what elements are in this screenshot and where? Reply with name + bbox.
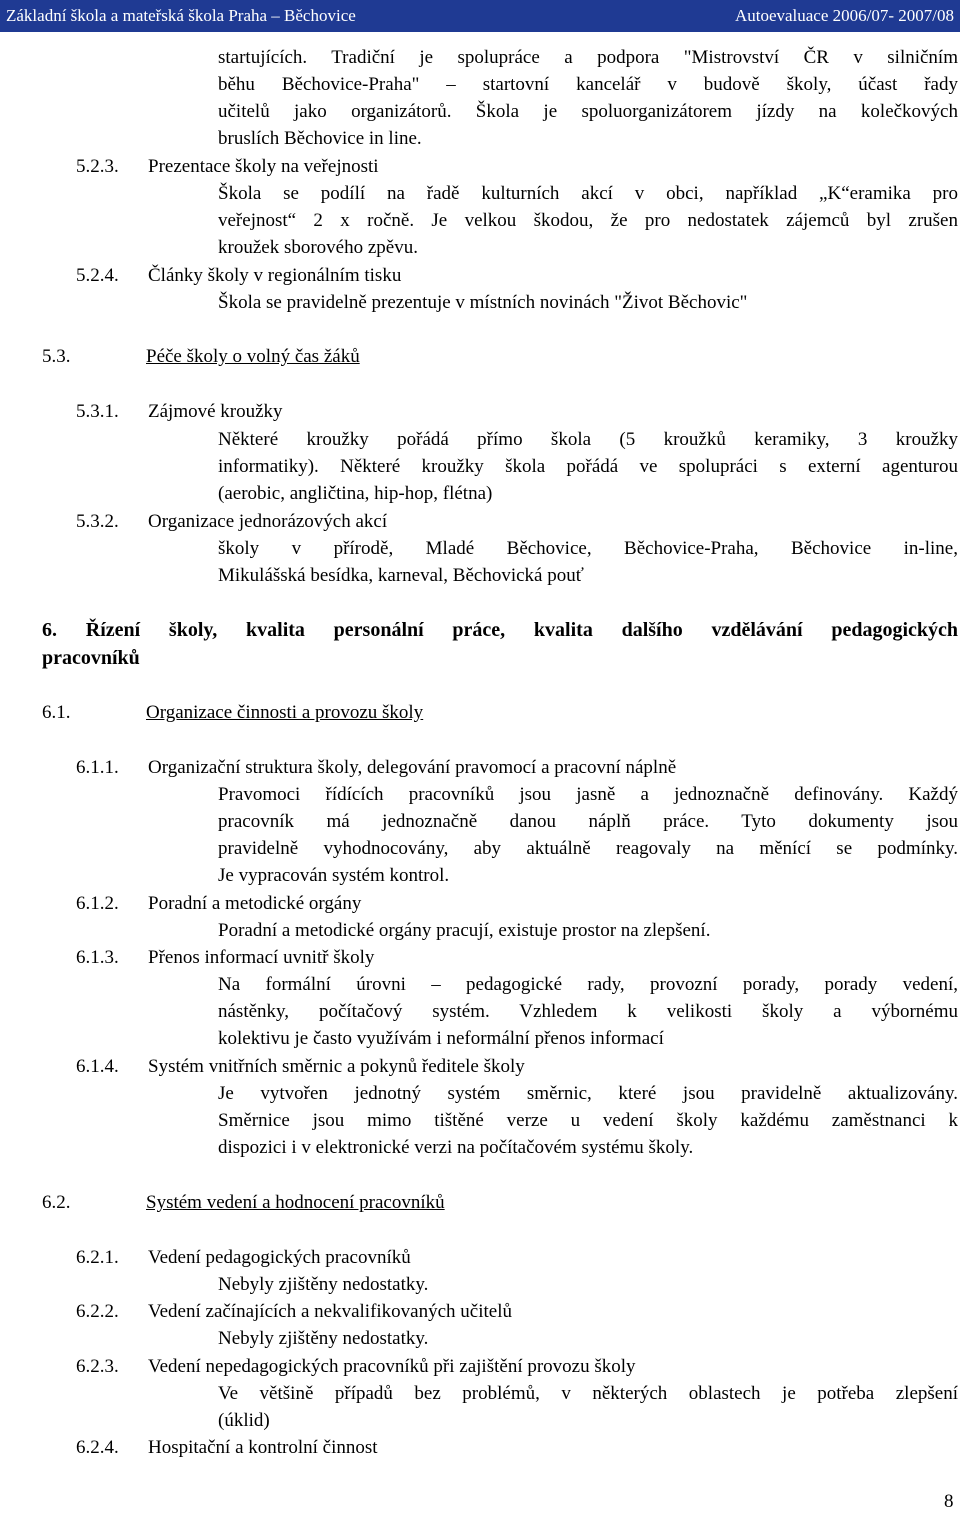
paragraph-line: běhu Běchovice-Praha" – startovní kancelář v budově školy, účast řady	[218, 74, 958, 95]
paragraph-line: Některé kroužky pořádá přímo škola (5 kroužků keramiky, 3 kroužky	[218, 429, 958, 450]
section-number: 6.1.2.	[76, 893, 119, 914]
section-number: 6.2.	[42, 1192, 71, 1213]
section-number: 5.3.2.	[76, 511, 119, 532]
page-number: 8	[944, 1491, 954, 1512]
section-heading: Péče školy o volný čas žáků	[146, 346, 360, 367]
section-title: Vedení pedagogických pracovníků	[148, 1247, 411, 1268]
section-title: Prezentace školy na veřejnosti	[148, 156, 379, 177]
paragraph-line: Mikulášská besídka, karneval, Běchovická pouť	[218, 565, 584, 586]
paragraph-line: Směrnice jsou mimo tištěné verze u vedení školy každému zaměstnanci k	[218, 1110, 958, 1131]
section-title: Vedení začínajících a nekvalifikovaných učitelů	[148, 1301, 513, 1322]
section-number: 5.3.1.	[76, 401, 119, 422]
section-title: Organizační struktura školy, delegování pravomocí a pracovní náplně	[148, 757, 677, 778]
paragraph-line: Nebyly zjištěny nedostatky.	[218, 1328, 429, 1349]
paragraph-line: Je vytvořen jednotný systém směrnic, které jsou pravidelně aktualizovány.	[218, 1083, 958, 1104]
section-number: 6.2.3.	[76, 1356, 119, 1377]
paragraph-line: Pravomoci řídících pracovníků jsou jasně a jednoznačně definovány. Každý	[218, 784, 958, 805]
section-title: Vedení nepedagogických pracovníků při zajištění provozu školy	[148, 1356, 636, 1377]
page-header	[0, 0, 960, 32]
paragraph-line: startujících. Tradiční je spolupráce a podpora "Mistrovství ČR v silničním	[218, 47, 958, 68]
section-title: Přenos informací uvnitř školy	[148, 947, 375, 968]
section-number: 6.1.4.	[76, 1056, 119, 1077]
section-number: 6.1.	[42, 702, 71, 723]
section-title: Poradní a metodické orgány	[148, 893, 362, 914]
paragraph-line: Poradní a metodické orgány pracují, existuje prostor na zlepšení.	[218, 920, 711, 941]
section-number: 6.2.4.	[76, 1437, 119, 1458]
header-school-name: Základní škola a mateřská škola Praha – Běchovice	[6, 6, 356, 25]
section-heading: Systém vedení a hodnocení pracovníků	[146, 1192, 445, 1213]
paragraph-line: Škola se podílí na řadě kulturních akcí v obci, například „K“eramika pro	[218, 183, 958, 204]
section-heading: Organizace činnosti a provozu školy	[146, 702, 424, 723]
paragraph-line: kolektivu je často využívám i neformální přenos informací	[218, 1028, 664, 1049]
paragraph-line: školy v přírodě, Mladé Běchovice, Běchovice-Praha, Běchovice in-line,	[218, 538, 958, 559]
header-document-title: Autoevaluace 2006/07- 2007/08	[734, 6, 954, 25]
section-number: 6.2.2.	[76, 1301, 119, 1322]
paragraph-line: veřejnost“ 2 x ročně. Je velkou škodou, že pro nedostatek zájemců byl zrušen	[218, 210, 958, 231]
paragraph-line: Na formální úrovni – pedagogické rady, provozní porady, porady vedení,	[218, 974, 958, 995]
paragraph-line: Je vypracován systém kontrol.	[218, 865, 450, 886]
paragraph-line: bruslích Běchovice in line.	[218, 128, 422, 149]
section-title: Zájmové kroužky	[148, 401, 283, 422]
paragraph-line: (úklid)	[218, 1410, 270, 1431]
section-title: Organizace jednorázových akcí	[148, 511, 388, 532]
section-number: 6.1.1.	[76, 757, 119, 778]
chapter-heading: 6. Řízení školy, kvalita personální práce, kvalita dalšího vzdělávání pedagogických	[42, 619, 958, 641]
paragraph-line: kroužek sborového zpěvu.	[218, 237, 418, 258]
paragraph-line: Škola se pravidelně prezentuje v místních novinách "Život Běchovic"	[218, 292, 748, 313]
section-number: 6.1.3.	[76, 947, 119, 968]
section-title: Hospitační a kontrolní činnost	[148, 1437, 378, 1458]
section-title: Systém vnitřních směrnic a pokynů ředitele školy	[148, 1056, 525, 1077]
section-number: 6.2.1.	[76, 1247, 119, 1268]
section-number: 5.2.3.	[76, 156, 119, 177]
paragraph-line: Ve většině případů bez problémů, v některých oblastech je potřeba zlepšení	[218, 1383, 958, 1404]
section-number: 5.3.	[42, 346, 71, 367]
paragraph-line: Nebyly zjištěny nedostatky.	[218, 1274, 429, 1295]
chapter-heading: pracovníků	[42, 647, 140, 669]
paragraph-line: nástěnky, počítačový systém. Vzhledem k velikosti školy a výbornému	[218, 1001, 958, 1022]
paragraph-line: informatiky). Některé kroužky škola pořádá ve spolupráci s externí agenturou	[218, 456, 958, 477]
paragraph-line: (aerobic, angličtina, hip-hop, flétna)	[218, 483, 493, 504]
section-title: Články školy v regionálním tisku	[148, 265, 402, 286]
paragraph-line: pravidelně vyhodnocovány, aby aktuálně reagovaly na měnící se podmínky.	[218, 838, 958, 859]
paragraph-line: pracovník má jednoznačně danou náplň práce. Tyto dokumenty jsou	[218, 811, 958, 832]
paragraph-line: učitelů jako organizátorů. Škola je spoluorganizátorem jízdy na kolečkových	[218, 101, 958, 122]
section-number: 5.2.4.	[76, 265, 119, 286]
paragraph-line: dispozici i v elektronické verzi na počítačovém systému školy.	[218, 1137, 694, 1158]
